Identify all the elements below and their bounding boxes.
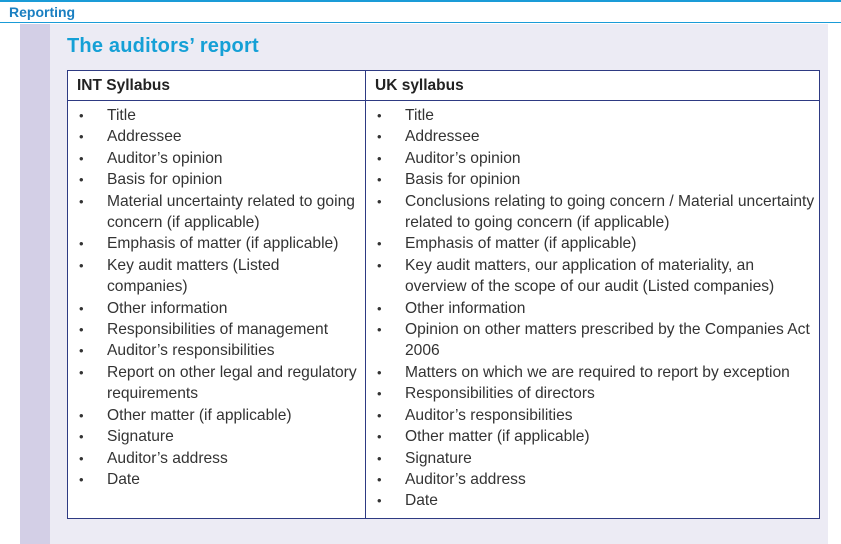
list-item: • Responsibilities of management [76,319,363,340]
list-item: • Other matter (if applicable) [374,426,817,447]
int-syllabus-list [76,105,363,490]
list-item: • Basis for opinion [374,169,817,190]
list-item: • Signature [76,426,363,447]
page-title: The auditors’ report [67,35,259,57]
list-item: • Auditor’s responsibilities [76,340,363,361]
list-item: • Other matter (if applicable) [76,405,363,426]
table-header-row [68,71,820,101]
uk-syllabus-cell [366,101,820,519]
list-item: • Opinion on other matters prescribed by the Companies Act 2006 [374,319,817,362]
list-item: • Report on other legal and regulatory requirements [76,362,363,405]
list-item: • Signature [374,448,817,469]
list-item: • Auditor’s opinion [76,148,363,169]
list-item: • Date [374,490,817,511]
list-item: • Emphasis of matter (if applicable) [76,233,363,254]
list-item: • Auditor’s opinion [374,148,817,169]
column-header-int: INT Syllabus [68,71,366,101]
list-item: • Auditor’s responsibilities [374,405,817,426]
left-decorative-band [20,24,50,544]
uk-syllabus-list [374,105,817,512]
list-item: • Title [374,105,817,126]
list-item: • Responsibilities of directors [374,383,817,404]
int-syllabus-cell [68,101,366,519]
list-item: • Auditor’s address [374,469,817,490]
section-title: Reporting [9,4,76,20]
syllabus-comparison-table [67,70,820,519]
list-item: • Material uncertainty related to going concern (if applicable) [76,191,363,234]
list-item: • Addressee [76,126,363,147]
column-header-uk: UK syllabus [366,71,820,101]
list-item: • Auditor’s address [76,448,363,469]
list-item: • Other information [374,298,817,319]
list-item: • Key audit matters, our application of materiality, an overview of the scope of our audit (Listed companies) [374,255,817,298]
table-body-row [68,101,820,519]
list-item: • Matters on which we are required to report by exception [374,362,817,383]
list-item: • Key audit matters (Listed companies) [76,255,363,298]
list-item: • Emphasis of matter (if applicable) [374,233,817,254]
list-item: • Conclusions relating to going concern / Material uncertainty related to going concern (if applicable) [374,191,817,234]
list-item: • Other information [76,298,363,319]
list-item: • Date [76,469,363,490]
header-bar [0,2,841,23]
list-item: • Title [76,105,363,126]
list-item: • Addressee [374,126,817,147]
list-item: • Basis for opinion [76,169,363,190]
